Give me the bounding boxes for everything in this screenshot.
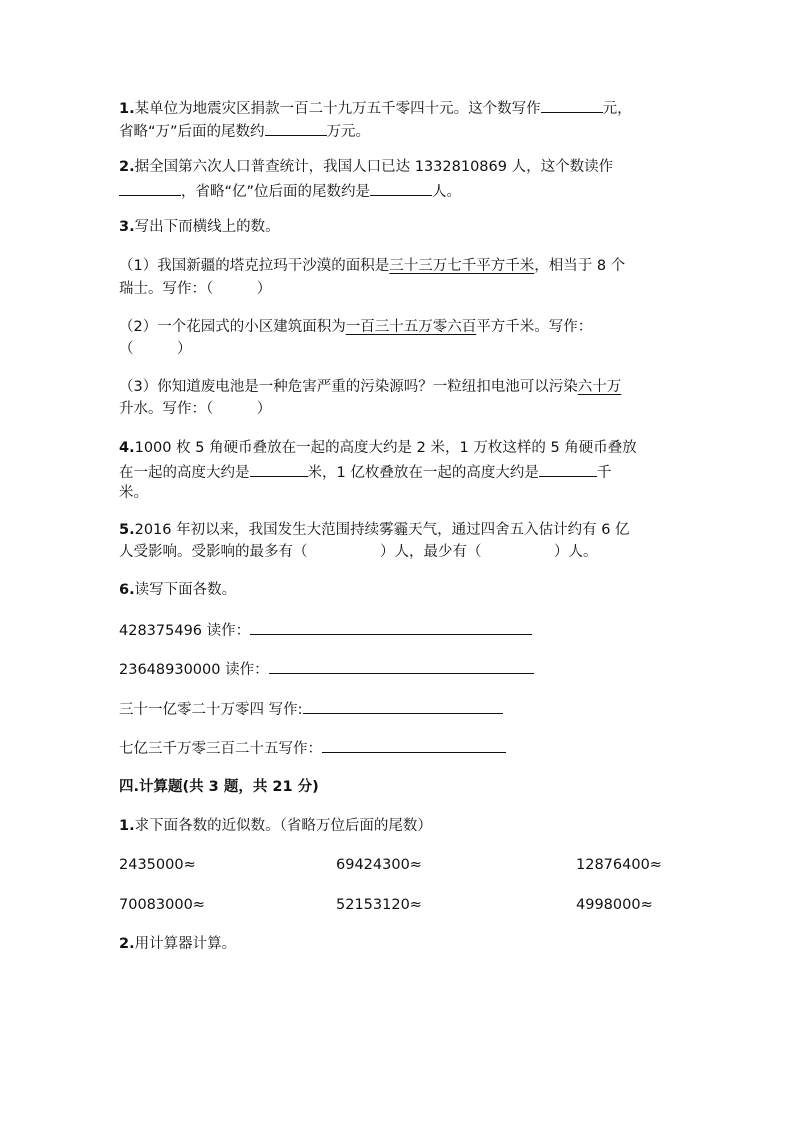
q3-sub1-text-1: （1）我国新疆的塔克拉玛干沙漠的面积是 — [119, 258, 390, 274]
q4-text-2: 在一起的高度大约是 — [119, 465, 250, 481]
q6-row-4-label: 七亿三千万零三百二十五写作： — [119, 741, 322, 757]
q4-line-1 — [119, 438, 637, 458]
q3-sub2-underlined: 一百三十五万零六百 — [345, 319, 477, 335]
q6-row-3 — [119, 698, 503, 720]
q6-title-line — [119, 580, 236, 600]
q4-text-4: 千 — [596, 465, 612, 481]
q2-blank-approx[interactable] — [370, 180, 432, 196]
q6-row-2-label: 23648930000 读作： — [119, 662, 269, 678]
q6-row-3-label: 三十一亿零二十万零四 写作: — [119, 702, 303, 718]
q3-sub2-answer[interactable]: （ ） — [119, 341, 192, 357]
q1-text-2: 元， — [602, 101, 632, 117]
q6-row-1-label: 428375496 读作： — [119, 623, 251, 639]
calc1-item-5: 52153120≈ — [336, 897, 422, 913]
q3-sub1-line-1 — [119, 256, 625, 276]
q3-title-line — [119, 217, 280, 237]
q2-number: 2. — [119, 159, 135, 175]
q6-row-2-answer-line[interactable] — [269, 658, 534, 674]
q5-line-1 — [119, 520, 630, 540]
q5-number: 5. — [119, 522, 135, 538]
q3-title: 写出下而横线上的数。 — [134, 219, 280, 235]
q2-line-2 — [119, 180, 461, 202]
q5-line-2 — [119, 542, 598, 562]
q3-sub3-line-2 — [119, 399, 271, 419]
q2-text-2: ，省略“亿”位后面的尾数约是 — [181, 184, 371, 200]
q4-text-3: 米，1 亿枚叠放在一起的高度大约是 — [307, 465, 539, 481]
q2-blank-read[interactable] — [119, 180, 181, 196]
q4-number: 4. — [119, 440, 135, 456]
q6-row-4-answer-line[interactable] — [322, 737, 506, 753]
calc1-item-3: 12876400≈ — [576, 857, 662, 873]
calc2-title-line — [119, 934, 236, 954]
calc1-item-2: 69424300≈ — [336, 857, 422, 873]
q4-blank-1[interactable] — [250, 461, 308, 477]
calc1-item-4: 70083000≈ — [119, 897, 205, 913]
q6-title: 读写下面各数。 — [134, 582, 237, 598]
calc2-title: 用计算器计算。 — [134, 936, 237, 952]
q3-sub1-answer[interactable]: 瑞士。写作：（ ） — [119, 281, 272, 297]
q3-sub2-text-2: 平方千米。写作： — [476, 319, 593, 335]
q1-blank-written[interactable] — [541, 97, 603, 113]
q1-number: 1. — [119, 101, 135, 117]
calc1-title: 求下面各数的近似数。（省略万位后面的尾数） — [134, 818, 432, 834]
q5-text-2[interactable]: 人受影响。受影响的最多有（ ）人，最少有（ ）人。 — [119, 544, 598, 560]
q2-line-1 — [119, 157, 613, 177]
q6-row-1 — [119, 619, 532, 641]
q1-text-4: 万元。 — [326, 124, 371, 140]
q3-sub1-underlined: 三十三万七千平方千米 — [389, 258, 535, 274]
q2-text-3: 人。 — [432, 184, 462, 200]
section-heading-text: 四.计算题(共 3 题，共 21 分) — [119, 779, 319, 795]
calc1-title-line — [119, 816, 432, 836]
q1-line-1 — [119, 97, 632, 119]
q4-line-3 — [119, 483, 148, 503]
calc1-item-6: 4998000≈ — [576, 897, 653, 913]
q6-row-1-answer-line[interactable] — [250, 619, 532, 635]
q4-blank-2[interactable] — [539, 461, 597, 477]
q3-sub2-text-1: （2）一个花园式的小区建筑面积为 — [119, 319, 346, 335]
q2-text-1: 据全国第六次人口普查统计，我国人口已达 1332810869 人，这个数读作 — [134, 159, 614, 175]
q6-row-2 — [119, 658, 534, 680]
q3-sub3-line-1 — [119, 377, 621, 397]
q3-sub1-line-2 — [119, 279, 271, 299]
q3-sub2-line-1 — [119, 317, 592, 337]
section-heading — [119, 777, 319, 797]
q4-text-5: 米。 — [119, 485, 148, 501]
q3-sub2-line-2 — [119, 339, 192, 359]
q3-sub3-answer[interactable]: 升水。写作：（ ） — [119, 401, 272, 417]
q4-line-2 — [119, 461, 611, 483]
q1-text-3: 省略“万”后面的尾数约 — [119, 124, 265, 140]
calc2-number: 2. — [119, 936, 135, 952]
q6-row-4 — [119, 737, 506, 759]
calc1-item-1: 2435000≈ — [119, 857, 196, 873]
q6-row-3-answer-line[interactable] — [303, 698, 503, 714]
q1-line-2 — [119, 120, 370, 142]
calc1-number: 1. — [119, 818, 135, 834]
q4-text-1: 1000 枚 5 角硬币叠放在一起的高度大约是 2 米，1 万枚这样的 5 角硬币叠放 — [134, 440, 637, 456]
q3-sub3-text-1: （3）你知道废电池是一种危害严重的污染源吗？一粒纽扣电池可以污染 — [119, 379, 578, 395]
q1-blank-approx[interactable] — [265, 120, 327, 136]
q6-number: 6. — [119, 582, 135, 598]
q5-text-1: 2016 年初以来，我国发生大范围持续雾霾天气，通过四舍五入估计约有 6 亿 — [134, 522, 630, 538]
q3-sub1-text-2: ，相当于 8 个 — [534, 258, 626, 274]
q3-sub3-underlined: 六十万 — [577, 379, 622, 395]
q1-text-1: 某单位为地震灾区捐款一百二十九万五千零四十元。这个数写作 — [134, 101, 541, 117]
q3-number: 3. — [119, 219, 135, 235]
